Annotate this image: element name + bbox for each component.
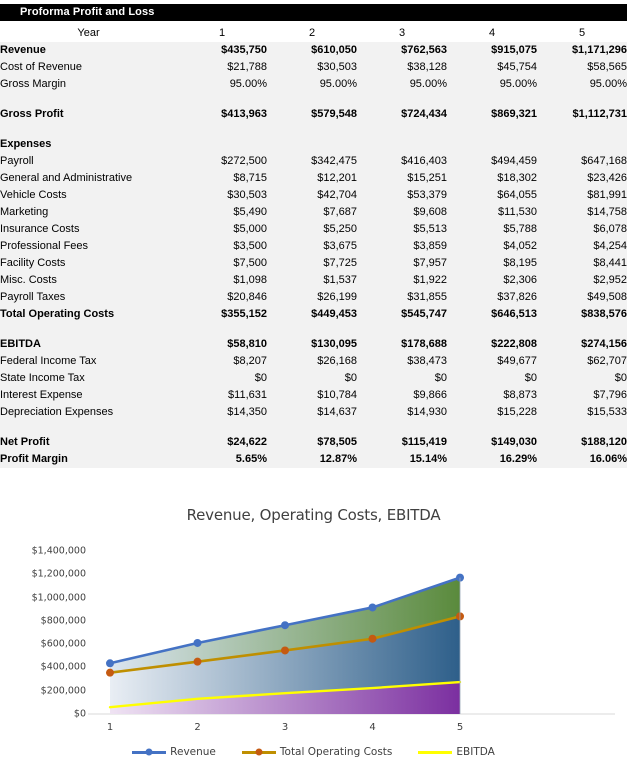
profit-loss-table-container <box>0 25 627 468</box>
spacer-cell <box>0 123 177 136</box>
legend-label: EBITDA <box>456 746 495 758</box>
table-spacer-row <box>0 93 627 106</box>
y-axis-tick-label: $400,000 <box>40 661 86 673</box>
table-cell: $647,168 <box>537 153 627 170</box>
column-header-year-3: 3 <box>357 25 447 42</box>
table-cell: $178,688 <box>357 336 447 353</box>
table-row <box>0 255 627 272</box>
table-cell: $3,500 <box>177 238 267 255</box>
chart-title: Revenue, Operating Costs, EBITDA <box>186 506 441 524</box>
legend-label: Total Operating Costs <box>279 746 393 758</box>
table-cell: $435,750 <box>177 42 267 59</box>
data-point-marker <box>106 659 114 667</box>
table-cell: $18,302 <box>447 170 537 187</box>
table-cell: $64,055 <box>447 187 537 204</box>
sheet-title-bar <box>0 4 627 21</box>
table-cell: 16.29% <box>447 451 537 468</box>
row-label: Federal Income Tax <box>0 353 177 370</box>
row-label: Interest Expense <box>0 387 177 404</box>
table-row <box>0 387 627 404</box>
spacer-cell <box>357 93 447 106</box>
table-cell: $0 <box>267 370 357 387</box>
table-cell: $115,419 <box>357 434 447 451</box>
row-label: Depreciation Expenses <box>0 404 177 421</box>
x-axis-tick-label: 3 <box>281 722 289 733</box>
table-cell: $26,199 <box>267 289 357 306</box>
table-cell: $21,788 <box>177 59 267 76</box>
table-cell: $12,201 <box>267 170 357 187</box>
spacer-cell <box>267 421 357 434</box>
legend-marker-icon <box>255 749 262 756</box>
x-axis-tick-label: 2 <box>194 722 201 733</box>
spacer-cell <box>267 93 357 106</box>
table-cell: $15,228 <box>447 404 537 421</box>
spacer-cell <box>537 421 627 434</box>
row-label: Gross Profit <box>0 106 177 123</box>
table-row <box>0 306 627 323</box>
table-cell: $188,120 <box>537 434 627 451</box>
row-label: Gross Margin <box>0 76 177 93</box>
table-cell: $274,156 <box>537 336 627 353</box>
table-cell: $416,403 <box>357 153 447 170</box>
row-label: General and Administrative <box>0 170 177 187</box>
table-cell: 95.00% <box>267 76 357 93</box>
table-cell: $4,254 <box>537 238 627 255</box>
table-cell: $0 <box>537 370 627 387</box>
row-label: Insurance Costs <box>0 221 177 238</box>
table-row <box>0 238 627 255</box>
profit-loss-table <box>0 25 627 468</box>
spacer-cell <box>447 123 537 136</box>
table-cell: $449,453 <box>267 306 357 323</box>
row-label: Facility Costs <box>0 255 177 272</box>
table-cell: $23,426 <box>537 170 627 187</box>
table-cell: $20,846 <box>177 289 267 306</box>
table-cell: $4,052 <box>447 238 537 255</box>
page-title: Proforma Profit and Loss <box>20 6 155 18</box>
table-row <box>0 221 627 238</box>
table-cell: $5,000 <box>177 221 267 238</box>
table-cell: $30,503 <box>177 187 267 204</box>
table-cell: $14,350 <box>177 404 267 421</box>
table-row <box>0 451 627 468</box>
table-cell: $78,505 <box>267 434 357 451</box>
spacer-cell <box>357 123 447 136</box>
legend-item-ebitda[interactable] <box>418 746 494 758</box>
row-label: Professional Fees <box>0 238 177 255</box>
table-cell: $0 <box>357 370 447 387</box>
table-row <box>0 404 627 421</box>
table-cell: $5,250 <box>267 221 357 238</box>
table-cell: $6,078 <box>537 221 627 238</box>
table-cell: 5.65% <box>177 451 267 468</box>
y-axis-tick-label: $800,000 <box>40 615 86 627</box>
table-cell: $11,631 <box>177 387 267 404</box>
table-cell: 15.14% <box>357 451 447 468</box>
table-cell: $26,168 <box>267 353 357 370</box>
table-cell: $5,490 <box>177 204 267 221</box>
table-cell: $14,637 <box>267 404 357 421</box>
table-cell: $130,095 <box>267 336 357 353</box>
table-cell: $49,677 <box>447 353 537 370</box>
table-cell: 16.06% <box>537 451 627 468</box>
table-cell: $1,171,296 <box>537 42 627 59</box>
table-cell: $5,788 <box>447 221 537 238</box>
table-cell: $9,608 <box>357 204 447 221</box>
table-cell: $579,548 <box>267 106 357 123</box>
table-cell: $81,991 <box>537 187 627 204</box>
x-axis-tick-label: 1 <box>106 722 114 733</box>
table-row <box>0 153 627 170</box>
column-header-year-4: 4 <box>447 25 537 42</box>
table-row <box>0 42 627 59</box>
table-cell: $9,866 <box>357 387 447 404</box>
table-row <box>0 353 627 370</box>
table-cell: $272,500 <box>177 153 267 170</box>
legend-item-total-operating-costs[interactable] <box>242 746 393 758</box>
legend-line-swatch <box>132 751 166 754</box>
spacer-cell <box>0 323 177 336</box>
table-cell: $545,747 <box>357 306 447 323</box>
row-label: Vehicle Costs <box>0 187 177 204</box>
spacer-cell <box>537 93 627 106</box>
data-point-marker <box>281 621 289 629</box>
table-row <box>0 204 627 221</box>
row-label: State Income Tax <box>0 370 177 387</box>
table-cell: $30,503 <box>267 59 357 76</box>
table-cell <box>537 136 627 153</box>
row-label: Total Operating Costs <box>0 306 177 323</box>
legend-line-swatch <box>242 751 276 754</box>
table-cell: $42,704 <box>267 187 357 204</box>
chart-legend <box>0 746 627 758</box>
legend-label: Revenue <box>170 746 216 758</box>
table-cell: $762,563 <box>357 42 447 59</box>
table-cell: $8,873 <box>447 387 537 404</box>
table-cell: $2,306 <box>447 272 537 289</box>
data-point-marker <box>194 658 202 666</box>
table-cell: $37,826 <box>447 289 537 306</box>
data-point-marker <box>281 646 289 654</box>
table-cell: $11,530 <box>447 204 537 221</box>
table-cell: $7,957 <box>357 255 447 272</box>
table-cell: $646,513 <box>447 306 537 323</box>
table-spacer-row <box>0 421 627 434</box>
table-cell: $14,758 <box>537 204 627 221</box>
table-body <box>0 25 627 468</box>
table-cell: $724,434 <box>357 106 447 123</box>
spacer-cell <box>267 123 357 136</box>
data-point-marker <box>194 639 202 647</box>
row-label: EBITDA <box>0 336 177 353</box>
table-cell: $0 <box>177 370 267 387</box>
legend-marker-icon <box>146 749 153 756</box>
y-axis-tick-label: $1,400,000 <box>31 545 86 557</box>
table-cell: $149,030 <box>447 434 537 451</box>
table-cell: $15,251 <box>357 170 447 187</box>
table-cell: $0 <box>447 370 537 387</box>
spacer-cell <box>177 123 267 136</box>
table-cell: $10,784 <box>267 387 357 404</box>
table-cell <box>357 136 447 153</box>
table-cell: $24,622 <box>177 434 267 451</box>
y-axis-tick-label: $0 <box>73 708 86 720</box>
table-cell: $58,810 <box>177 336 267 353</box>
y-axis-tick-label: $1,000,000 <box>31 592 86 604</box>
row-label: Payroll Taxes <box>0 289 177 306</box>
table-cell: 12.87% <box>267 451 357 468</box>
table-spacer-row <box>0 123 627 136</box>
table-cell: $869,321 <box>447 106 537 123</box>
table-row <box>0 434 627 451</box>
table-cell: $342,475 <box>267 153 357 170</box>
row-label: Misc. Costs <box>0 272 177 289</box>
table-cell: $494,459 <box>447 153 537 170</box>
data-point-marker <box>106 669 114 677</box>
y-axis-tick-label: $200,000 <box>40 685 86 697</box>
spacer-cell <box>357 421 447 434</box>
spacer-cell <box>537 123 627 136</box>
spacer-cell <box>267 323 357 336</box>
spacer-cell <box>357 323 447 336</box>
table-row <box>0 272 627 289</box>
row-label: Profit Margin <box>0 451 177 468</box>
y-axis-tick-label: $1,200,000 <box>31 568 86 580</box>
table-cell: 95.00% <box>447 76 537 93</box>
table-cell: 95.00% <box>357 76 447 93</box>
table-cell: $7,725 <box>267 255 357 272</box>
table-cell: $58,565 <box>537 59 627 76</box>
row-label: Cost of Revenue <box>0 59 177 76</box>
table-cell: $53,379 <box>357 187 447 204</box>
spacer-cell <box>177 323 267 336</box>
column-header-year-2: 2 <box>267 25 357 42</box>
table-cell: $222,808 <box>447 336 537 353</box>
table-cell: $7,687 <box>267 204 357 221</box>
table-row <box>0 76 627 93</box>
table-cell: $838,576 <box>537 306 627 323</box>
table-row <box>0 59 627 76</box>
table-cell <box>267 136 357 153</box>
table-cell: $1,537 <box>267 272 357 289</box>
row-label: Payroll <box>0 153 177 170</box>
table-row <box>0 370 627 387</box>
table-cell: $8,441 <box>537 255 627 272</box>
data-point-marker <box>369 603 377 611</box>
table-cell: $49,508 <box>537 289 627 306</box>
spacer-cell <box>0 421 177 434</box>
table-cell: $8,195 <box>447 255 537 272</box>
table-row <box>0 336 627 353</box>
table-header-row <box>0 25 627 42</box>
row-label: Net Profit <box>0 434 177 451</box>
table-cell: $38,473 <box>357 353 447 370</box>
table-cell: 95.00% <box>537 76 627 93</box>
table-cell: $15,533 <box>537 404 627 421</box>
table-row <box>0 136 627 153</box>
table-cell: $3,675 <box>267 238 357 255</box>
table-cell: $8,715 <box>177 170 267 187</box>
table-cell: $3,859 <box>357 238 447 255</box>
table-spacer-row <box>0 323 627 336</box>
table-cell: $5,513 <box>357 221 447 238</box>
x-axis-tick-label: 4 <box>369 722 376 733</box>
y-axis-tick-label: $600,000 <box>40 638 86 650</box>
table-cell: $1,098 <box>177 272 267 289</box>
spacer-cell <box>177 93 267 106</box>
row-label: Marketing <box>0 204 177 221</box>
column-header-year-1: 1 <box>177 25 267 42</box>
spacer-cell <box>447 421 537 434</box>
table-cell: $1,112,731 <box>537 106 627 123</box>
spacer-cell <box>537 323 627 336</box>
legend-item-revenue[interactable] <box>132 746 216 758</box>
table-cell: $610,050 <box>267 42 357 59</box>
table-cell: $8,207 <box>177 353 267 370</box>
table-cell: $413,963 <box>177 106 267 123</box>
spacer-cell <box>177 421 267 434</box>
data-point-marker <box>369 635 377 643</box>
table-cell: $355,152 <box>177 306 267 323</box>
table-cell: $1,922 <box>357 272 447 289</box>
column-header-year-5: 5 <box>537 25 627 42</box>
table-cell: $7,500 <box>177 255 267 272</box>
row-label: Expenses <box>0 136 177 153</box>
table-cell <box>177 136 267 153</box>
table-cell: $38,128 <box>357 59 447 76</box>
spacer-cell <box>447 93 537 106</box>
table-cell: $915,075 <box>447 42 537 59</box>
table-cell: $2,952 <box>537 272 627 289</box>
table-cell <box>447 136 537 153</box>
table-row <box>0 106 627 123</box>
table-row <box>0 170 627 187</box>
row-label: Revenue <box>0 42 177 59</box>
column-header-year: Year <box>0 25 177 42</box>
table-cell: $45,754 <box>447 59 537 76</box>
table-row <box>0 187 627 204</box>
x-axis-tick-label: 5 <box>456 722 464 733</box>
chart-panel <box>0 498 627 765</box>
legend-line-swatch <box>418 751 452 754</box>
spacer-cell <box>0 93 177 106</box>
table-cell: $62,707 <box>537 353 627 370</box>
table-cell: 95.00% <box>177 76 267 93</box>
table-cell: $7,796 <box>537 387 627 404</box>
spacer-cell <box>447 323 537 336</box>
table-row <box>0 289 627 306</box>
chart-plot-area <box>0 498 627 738</box>
table-cell: $14,930 <box>357 404 447 421</box>
table-cell: $31,855 <box>357 289 447 306</box>
